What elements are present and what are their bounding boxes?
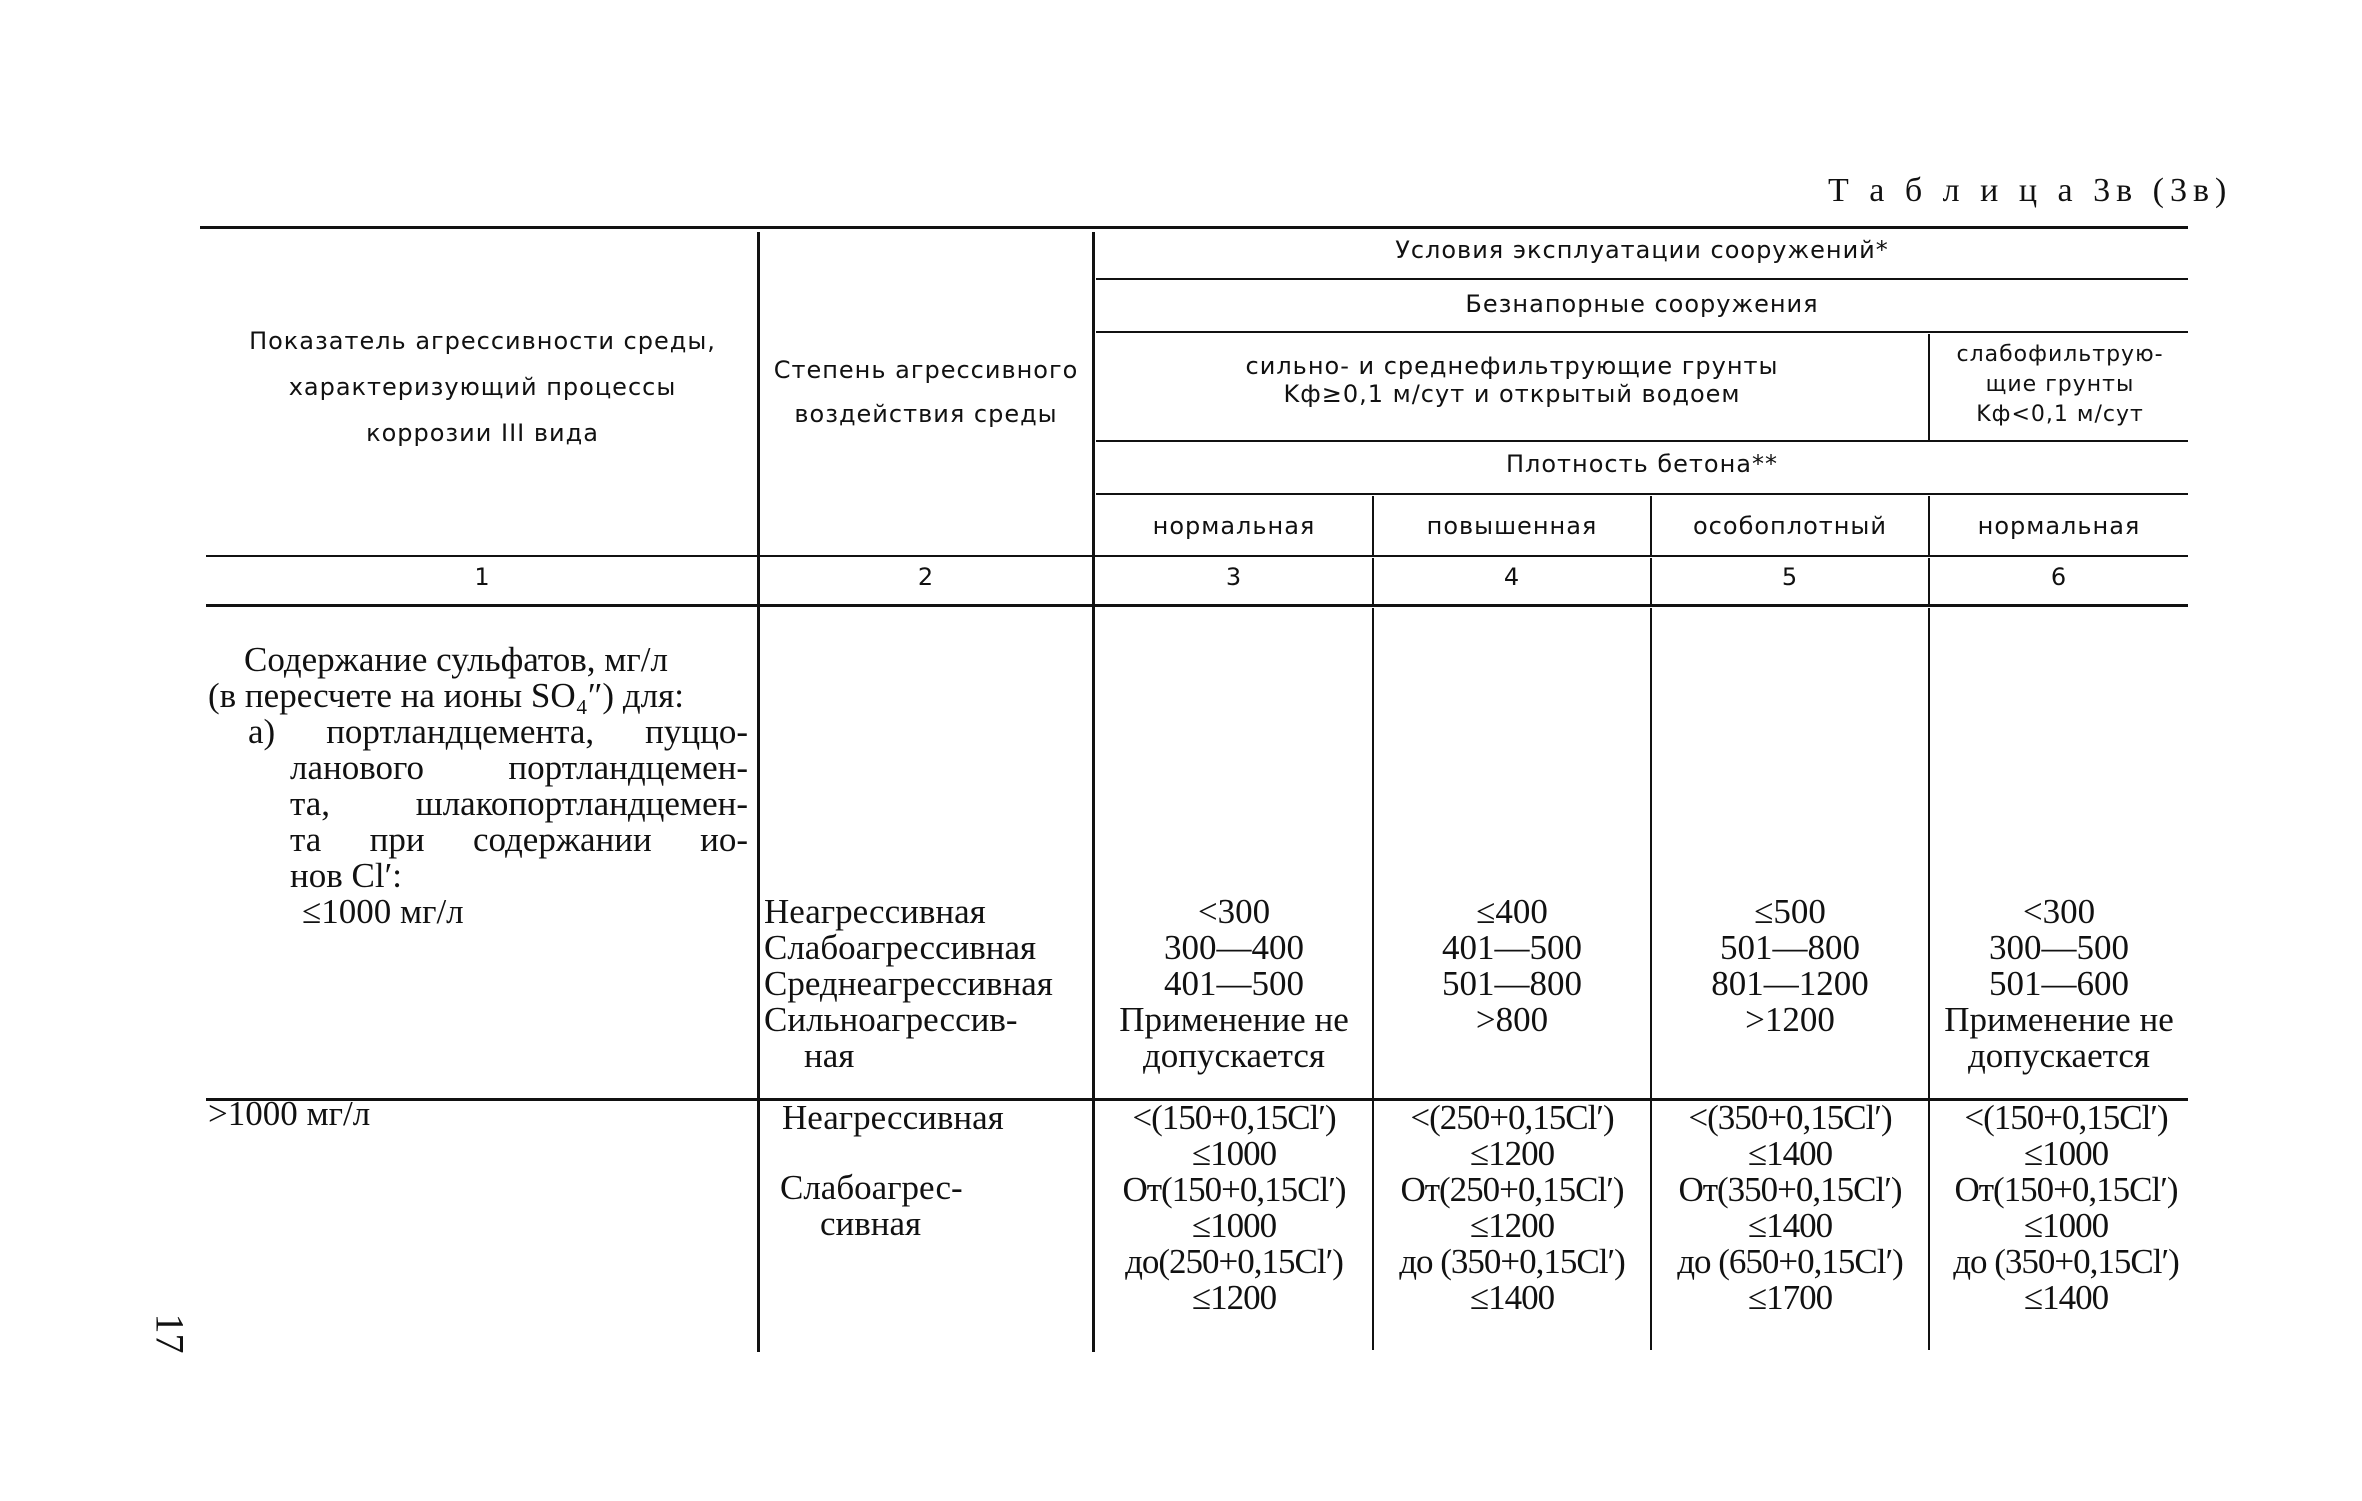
col-number-4: 4	[1503, 563, 1521, 591]
page-number: 17	[147, 1313, 193, 1354]
section2-col5: <(350+0,15Cl′) ≤1400 От(350+0,15Cl′) ≤1400 до (650+0,15Cl′) ≤1700	[1677, 1098, 1903, 1317]
section2-col4: <(250+0,15Cl′) ≤1200 От(250+0,15Cl′) ≤1200 до (350+0,15Cl′) ≤1400	[1399, 1098, 1625, 1317]
rule-under-numbers	[206, 604, 2188, 607]
section1-col6: <300 300—500 501—600 Применение не допускается	[1944, 892, 2174, 1075]
header-density-col3: нормальная	[1152, 512, 1316, 540]
header-degree: Степень агрессивного воздействия среды	[773, 356, 1079, 428]
rule-header-bottom	[206, 555, 2188, 557]
col-number-2: 2	[917, 563, 935, 591]
header-weak-filter: слабофильтрую- щие грунты Kф<0,1 м/сут	[1956, 342, 2164, 427]
section1-indicator: Содержание сульфатов, мг/л (в пересчете на ионы SO₄″) для: а) портландцемента, пуццо- ланового портландцемен- та, шлакопортландцемен- та при содержании ио- нов Cl′: ≤1000 мг/л	[208, 640, 748, 931]
rule-under-density	[1096, 493, 2188, 495]
col-number-6: 6	[2050, 563, 2068, 591]
section2-degree-2: Слабоагрес- сивная	[780, 1168, 963, 1243]
section2-col3: <(150+0,15Cl′) ≤1000 От(150+0,15Cl′) ≤1000 до(250+0,15Cl′) ≤1200	[1122, 1098, 1346, 1317]
col-number-5: 5	[1781, 563, 1799, 591]
header-density-col6: нормальная	[1977, 512, 2141, 540]
header-density-col5: особоплотный	[1693, 512, 1887, 540]
rule-under-conditions	[1096, 278, 2188, 280]
header-strong-filter: сильно- и среднефильтрующие грунты Kф≥0,1 м/сут и открытый водоем	[1245, 352, 1779, 408]
col-number-1: 1	[474, 563, 491, 591]
section2-degree-1: Неагрессивная	[782, 1098, 1004, 1137]
section1-col3: <300 300—400 401—500 Применение не допускается	[1119, 892, 1349, 1075]
section2-col6: <(150+0,15Cl′) ≤1000 От(150+0,15Cl′) ≤1000 до (350+0,15Cl′) ≤1400	[1953, 1098, 2179, 1317]
table-title: Т а б л и ц а 3в (3в)	[1828, 172, 2233, 209]
header-conditions: Условия эксплуатации сооружений*	[1395, 236, 1889, 264]
section1-col5: ≤500 501—800 801—1200 >1200	[1711, 892, 1869, 1039]
rule-under-non-pressure	[1096, 331, 2188, 333]
section2-indicator: >1000 мг/л	[208, 1094, 371, 1133]
section1-degrees: Неагрессивная Слабоагрессивная Среднеагрессивная Сильноагрессив- ная	[764, 892, 1053, 1075]
table-top-rule	[200, 226, 2188, 229]
header-indicator: Показатель агрессивности среды, характеризующий процессы коррозии III вида	[249, 327, 716, 447]
header-non-pressure: Безнапорные сооружения	[1465, 290, 1819, 318]
rule-under-filter	[1096, 440, 2188, 442]
header-density: Плотность бетона**	[1505, 450, 1778, 478]
vline-filter-split	[1928, 334, 1930, 440]
section1-col4: ≤400 401—500 501—800 >800	[1442, 892, 1582, 1039]
col-number-3: 3	[1225, 563, 1243, 591]
header-density-col4: повышенная	[1426, 512, 1598, 540]
